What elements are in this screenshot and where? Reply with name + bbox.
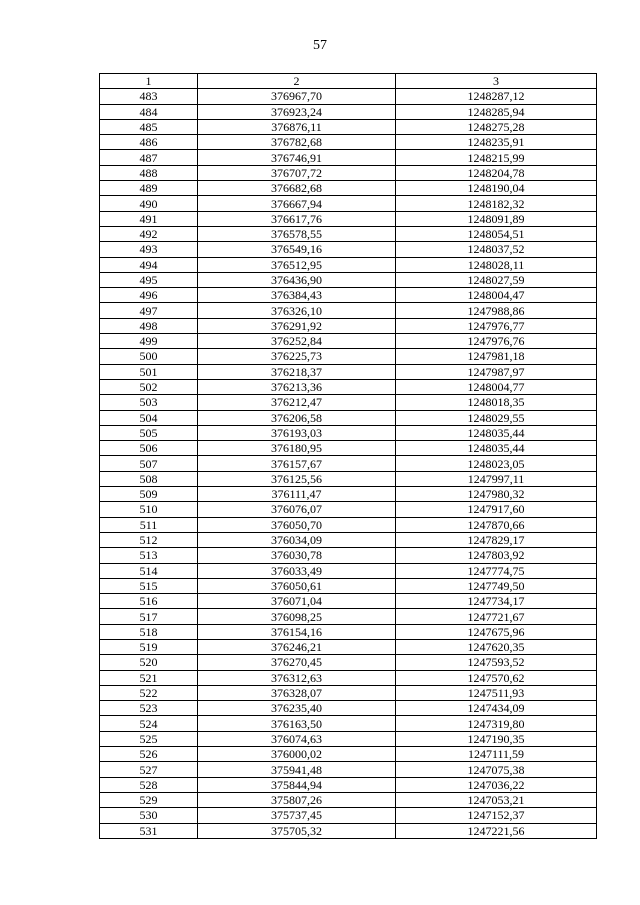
point-number-cell: 519 <box>100 639 198 654</box>
x-coordinate-cell: 376746,91 <box>198 150 396 165</box>
point-number-cell: 486 <box>100 135 198 150</box>
y-coordinate-cell: 1247734,17 <box>396 594 597 609</box>
point-number-cell: 509 <box>100 487 198 502</box>
table-row <box>100 181 597 196</box>
table-row <box>100 685 597 700</box>
x-coordinate-cell: 375807,26 <box>198 792 396 807</box>
table-header <box>100 74 597 89</box>
point-number-cell: 489 <box>100 181 198 196</box>
x-coordinate-cell: 376667,94 <box>198 196 396 211</box>
x-coordinate-cell: 376270,45 <box>198 655 396 670</box>
table-row <box>100 226 597 241</box>
x-coordinate-cell: 376163,50 <box>198 716 396 731</box>
point-number-cell: 493 <box>100 242 198 257</box>
table-row <box>100 364 597 379</box>
x-coordinate-cell: 376225,73 <box>198 349 396 364</box>
point-number-cell: 496 <box>100 288 198 303</box>
point-number-cell: 514 <box>100 563 198 578</box>
point-number-cell: 518 <box>100 624 198 639</box>
point-number-cell: 492 <box>100 226 198 241</box>
point-number-cell: 497 <box>100 303 198 318</box>
table-row <box>100 502 597 517</box>
y-coordinate-cell: 1247721,67 <box>396 609 597 624</box>
point-number-cell: 504 <box>100 410 198 425</box>
table-row <box>100 441 597 456</box>
point-number-cell: 508 <box>100 471 198 486</box>
point-number-cell: 512 <box>100 532 198 547</box>
y-coordinate-cell: 1248091,89 <box>396 211 597 226</box>
x-coordinate-cell: 376246,21 <box>198 639 396 654</box>
x-coordinate-cell: 376076,07 <box>198 502 396 517</box>
table-row <box>100 242 597 257</box>
point-number-cell: 529 <box>100 792 198 807</box>
x-coordinate-cell: 376967,70 <box>198 89 396 104</box>
point-number-cell: 513 <box>100 548 198 563</box>
x-coordinate-cell: 376000,02 <box>198 747 396 762</box>
y-coordinate-cell: 1248190,04 <box>396 181 597 196</box>
point-number-cell: 525 <box>100 731 198 746</box>
table-row <box>100 89 597 104</box>
x-coordinate-cell: 375941,48 <box>198 762 396 777</box>
x-coordinate-cell: 376682,68 <box>198 181 396 196</box>
x-coordinate-cell: 376384,43 <box>198 288 396 303</box>
point-number-cell: 494 <box>100 257 198 272</box>
table-row <box>100 272 597 287</box>
x-coordinate-cell: 376206,58 <box>198 410 396 425</box>
y-coordinate-cell: 1247917,60 <box>396 502 597 517</box>
x-coordinate-cell: 376218,37 <box>198 364 396 379</box>
x-coordinate-cell: 376125,56 <box>198 471 396 486</box>
y-coordinate-cell: 1248027,59 <box>396 272 597 287</box>
point-number-cell: 522 <box>100 685 198 700</box>
table-row <box>100 578 597 593</box>
y-coordinate-cell: 1248037,52 <box>396 242 597 257</box>
point-number-cell: 530 <box>100 808 198 823</box>
point-number-cell: 517 <box>100 609 198 624</box>
point-number-cell: 523 <box>100 701 198 716</box>
y-coordinate-cell: 1248035,44 <box>396 441 597 456</box>
x-coordinate-cell: 376326,10 <box>198 303 396 318</box>
point-number-cell: 503 <box>100 395 198 410</box>
y-coordinate-cell: 1247870,66 <box>396 517 597 532</box>
point-number-cell: 501 <box>100 364 198 379</box>
y-coordinate-cell: 1247774,75 <box>396 563 597 578</box>
x-coordinate-cell: 376782,68 <box>198 135 396 150</box>
y-coordinate-cell: 1248028,11 <box>396 257 597 272</box>
table-row <box>100 119 597 134</box>
table-row <box>100 318 597 333</box>
table-row <box>100 288 597 303</box>
x-coordinate-cell: 376578,55 <box>198 226 396 241</box>
table-row <box>100 594 597 609</box>
y-coordinate-cell: 1248004,77 <box>396 379 597 394</box>
table-row <box>100 762 597 777</box>
table-body <box>100 89 597 839</box>
point-number-cell: 524 <box>100 716 198 731</box>
point-number-cell: 520 <box>100 655 198 670</box>
y-coordinate-cell: 1247976,76 <box>396 334 597 349</box>
point-number-cell: 531 <box>100 823 198 838</box>
x-coordinate-cell: 376033,49 <box>198 563 396 578</box>
x-coordinate-cell: 376180,95 <box>198 441 396 456</box>
point-number-cell: 528 <box>100 777 198 792</box>
x-coordinate-cell: 376312,63 <box>198 670 396 685</box>
y-coordinate-cell: 1248023,05 <box>396 456 597 471</box>
x-coordinate-cell: 376071,04 <box>198 594 396 609</box>
table-row <box>100 808 597 823</box>
x-coordinate-cell: 376876,11 <box>198 119 396 134</box>
table-row <box>100 823 597 838</box>
y-coordinate-cell: 1247036,22 <box>396 777 597 792</box>
table-row <box>100 655 597 670</box>
y-coordinate-cell: 1248275,28 <box>396 119 597 134</box>
point-number-cell: 505 <box>100 425 198 440</box>
x-coordinate-cell: 376034,09 <box>198 532 396 547</box>
y-coordinate-cell: 1247987,97 <box>396 364 597 379</box>
y-coordinate-cell: 1247803,92 <box>396 548 597 563</box>
y-coordinate-cell: 1247593,52 <box>396 655 597 670</box>
x-coordinate-cell: 376111,47 <box>198 487 396 502</box>
y-coordinate-cell: 1247829,17 <box>396 532 597 547</box>
point-number-cell: 488 <box>100 165 198 180</box>
point-number-cell: 515 <box>100 578 198 593</box>
y-coordinate-cell: 1247152,37 <box>396 808 597 823</box>
x-coordinate-cell: 376074,63 <box>198 731 396 746</box>
x-coordinate-cell: 376512,95 <box>198 257 396 272</box>
table-row <box>100 563 597 578</box>
x-coordinate-cell: 376098,25 <box>198 609 396 624</box>
table-row <box>100 731 597 746</box>
point-number-cell: 510 <box>100 502 198 517</box>
y-coordinate-cell: 1248035,44 <box>396 425 597 440</box>
table-row <box>100 257 597 272</box>
point-number-cell: 502 <box>100 379 198 394</box>
column-header-2: 2 <box>198 74 396 89</box>
y-coordinate-cell: 1247511,93 <box>396 685 597 700</box>
point-number-cell: 483 <box>100 89 198 104</box>
table-row <box>100 701 597 716</box>
point-number-cell: 495 <box>100 272 198 287</box>
table-row <box>100 517 597 532</box>
y-coordinate-cell: 1248235,91 <box>396 135 597 150</box>
table-row <box>100 777 597 792</box>
table-row <box>100 609 597 624</box>
table-row <box>100 303 597 318</box>
point-number-cell: 498 <box>100 318 198 333</box>
y-coordinate-cell: 1247620,35 <box>396 639 597 654</box>
point-number-cell: 526 <box>100 747 198 762</box>
point-number-cell: 506 <box>100 441 198 456</box>
coordinates-table <box>99 73 597 839</box>
x-coordinate-cell: 376154,16 <box>198 624 396 639</box>
y-coordinate-cell: 1248287,12 <box>396 89 597 104</box>
y-coordinate-cell: 1247976,77 <box>396 318 597 333</box>
x-coordinate-cell: 376212,47 <box>198 395 396 410</box>
y-coordinate-cell: 1247111,59 <box>396 747 597 762</box>
point-number-cell: 516 <box>100 594 198 609</box>
x-coordinate-cell: 376030,78 <box>198 548 396 563</box>
table-row <box>100 395 597 410</box>
table-header-row <box>100 74 597 89</box>
y-coordinate-cell: 1248004,47 <box>396 288 597 303</box>
table-row <box>100 456 597 471</box>
y-coordinate-cell: 1248018,35 <box>396 395 597 410</box>
point-number-cell: 485 <box>100 119 198 134</box>
y-coordinate-cell: 1247319,80 <box>396 716 597 731</box>
point-number-cell: 487 <box>100 150 198 165</box>
table-row <box>100 150 597 165</box>
y-coordinate-cell: 1247053,21 <box>396 792 597 807</box>
point-number-cell: 491 <box>100 211 198 226</box>
y-coordinate-cell: 1247980,32 <box>396 487 597 502</box>
point-number-cell: 527 <box>100 762 198 777</box>
point-number-cell: 484 <box>100 104 198 119</box>
table-row <box>100 379 597 394</box>
y-coordinate-cell: 1247981,18 <box>396 349 597 364</box>
y-coordinate-cell: 1247221,56 <box>396 823 597 838</box>
y-coordinate-cell: 1247570,62 <box>396 670 597 685</box>
table-row <box>100 548 597 563</box>
table-row <box>100 639 597 654</box>
table-row <box>100 410 597 425</box>
table-row <box>100 349 597 364</box>
x-coordinate-cell: 376707,72 <box>198 165 396 180</box>
y-coordinate-cell: 1247749,50 <box>396 578 597 593</box>
table-row <box>100 196 597 211</box>
x-coordinate-cell: 376436,90 <box>198 272 396 287</box>
x-coordinate-cell: 376549,16 <box>198 242 396 257</box>
table-row <box>100 334 597 349</box>
table-row <box>100 135 597 150</box>
table-row <box>100 792 597 807</box>
y-coordinate-cell: 1248182,32 <box>396 196 597 211</box>
y-coordinate-cell: 1247434,09 <box>396 701 597 716</box>
y-coordinate-cell: 1248215,99 <box>396 150 597 165</box>
x-coordinate-cell: 375737,45 <box>198 808 396 823</box>
table-row <box>100 104 597 119</box>
table-row <box>100 165 597 180</box>
point-number-cell: 521 <box>100 670 198 685</box>
table-row <box>100 471 597 486</box>
y-coordinate-cell: 1248204,78 <box>396 165 597 180</box>
x-coordinate-cell: 376235,40 <box>198 701 396 716</box>
table-row <box>100 425 597 440</box>
point-number-cell: 499 <box>100 334 198 349</box>
y-coordinate-cell: 1248029,55 <box>396 410 597 425</box>
x-coordinate-cell: 375844,94 <box>198 777 396 792</box>
table-row <box>100 532 597 547</box>
x-coordinate-cell: 376050,70 <box>198 517 396 532</box>
y-coordinate-cell: 1248054,51 <box>396 226 597 241</box>
column-header-1: 1 <box>100 74 198 89</box>
x-coordinate-cell: 376050,61 <box>198 578 396 593</box>
x-coordinate-cell: 376193,03 <box>198 425 396 440</box>
x-coordinate-cell: 376923,24 <box>198 104 396 119</box>
point-number-cell: 507 <box>100 456 198 471</box>
x-coordinate-cell: 376157,67 <box>198 456 396 471</box>
table-row <box>100 624 597 639</box>
y-coordinate-cell: 1247997,11 <box>396 471 597 486</box>
x-coordinate-cell: 376291,92 <box>198 318 396 333</box>
y-coordinate-cell: 1247988,86 <box>396 303 597 318</box>
x-coordinate-cell: 376213,36 <box>198 379 396 394</box>
x-coordinate-cell: 376328,07 <box>198 685 396 700</box>
y-coordinate-cell: 1248285,94 <box>396 104 597 119</box>
table-row <box>100 670 597 685</box>
table-row <box>100 211 597 226</box>
column-header-3: 3 <box>396 74 597 89</box>
y-coordinate-cell: 1247675,96 <box>396 624 597 639</box>
point-number-cell: 490 <box>100 196 198 211</box>
x-coordinate-cell: 376617,76 <box>198 211 396 226</box>
y-coordinate-cell: 1247190,35 <box>396 731 597 746</box>
x-coordinate-cell: 375705,32 <box>198 823 396 838</box>
page-number: 57 <box>313 38 327 53</box>
x-coordinate-cell: 376252,84 <box>198 334 396 349</box>
point-number-cell: 511 <box>100 517 198 532</box>
point-number-cell: 500 <box>100 349 198 364</box>
table-row <box>100 487 597 502</box>
y-coordinate-cell: 1247075,38 <box>396 762 597 777</box>
table-row <box>100 747 597 762</box>
table-row <box>100 716 597 731</box>
